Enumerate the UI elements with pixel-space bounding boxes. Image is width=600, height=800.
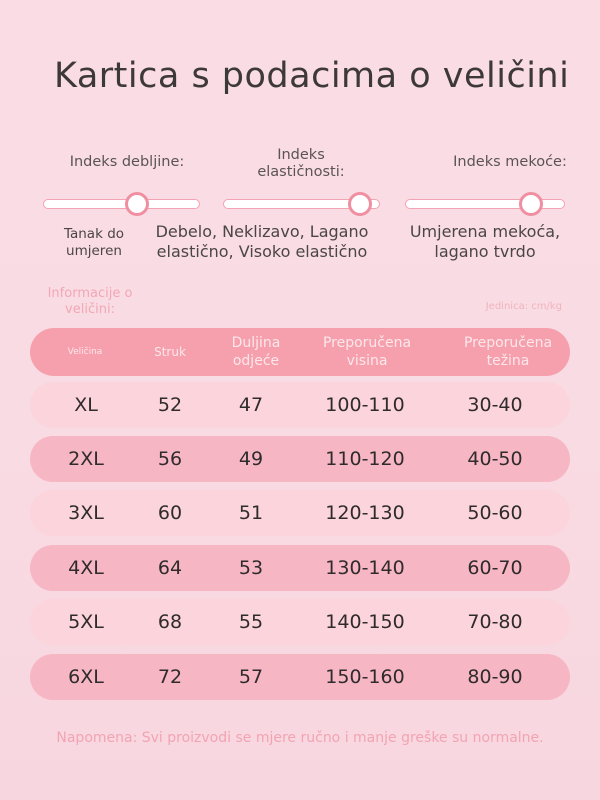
- cell-height: 150-160: [325, 666, 405, 688]
- cell-height: 120-130: [325, 502, 405, 524]
- cell-size: 3XL: [68, 502, 104, 524]
- cell-length: 51: [238, 502, 264, 524]
- elasticity-index-description: Debelo, Neklizavo, Lagano elastično, Visoko elastično: [155, 222, 369, 261]
- cell-length: 55: [238, 611, 264, 633]
- cell-size: 2XL: [68, 448, 104, 470]
- header-weight: Preporučena težina: [463, 335, 553, 369]
- table-row: [30, 599, 570, 645]
- header-length: Duljina odjeće: [231, 335, 281, 369]
- cell-waist: 56: [157, 448, 183, 470]
- cell-waist: 64: [157, 557, 183, 579]
- softness-index-knob: [519, 192, 543, 216]
- table-row: [30, 436, 570, 482]
- softness-index-label: Indeks mekoće:: [453, 154, 567, 170]
- header-waist: Struk: [154, 345, 186, 359]
- cell-height: 110-120: [325, 448, 405, 470]
- cell-waist: 72: [157, 666, 183, 688]
- cell-height: 130-140: [325, 557, 405, 579]
- cell-weight: 80-90: [467, 666, 523, 688]
- table-row: [30, 545, 570, 591]
- measurement-note: Napomena: Svi proizvodi se mjere ručno i manje greške su normalne.: [56, 730, 544, 746]
- unit-label: Jedinica: cm/kg: [485, 301, 562, 312]
- cell-size: XL: [74, 394, 98, 416]
- table-row: [30, 490, 570, 536]
- cell-weight: 70-80: [467, 611, 523, 633]
- thickness-index-knob: [125, 192, 149, 216]
- cell-height: 140-150: [325, 611, 405, 633]
- table-row: [30, 382, 570, 428]
- cell-waist: 60: [157, 502, 183, 524]
- cell-height: 100-110: [325, 394, 405, 416]
- cell-length: 57: [238, 666, 264, 688]
- cell-length: 49: [238, 448, 264, 470]
- softness-index-slider: [405, 199, 565, 209]
- table-row: [30, 654, 570, 700]
- elasticity-index-label: Indeks elastičnosti:: [257, 147, 345, 180]
- header-height: Preporučena visina: [322, 335, 412, 369]
- cell-weight: 60-70: [467, 557, 523, 579]
- cell-size: 6XL: [68, 666, 104, 688]
- thickness-index-slider: [43, 199, 200, 209]
- elasticity-index-knob: [348, 192, 372, 216]
- thickness-index-description: Tanak do umjeren: [63, 226, 125, 259]
- thickness-index-label: Indeks debljine:: [69, 154, 185, 170]
- cell-weight: 40-50: [467, 448, 523, 470]
- table-header-row: [30, 328, 570, 376]
- elasticity-index-slider: [223, 199, 380, 209]
- size-info-title: Informacije o veličini:: [47, 286, 133, 317]
- page-title: Kartica s podacima o veličini: [54, 56, 570, 96]
- cell-waist: 52: [157, 394, 183, 416]
- cell-size: 5XL: [68, 611, 104, 633]
- cell-size: 4XL: [68, 557, 104, 579]
- header-size: Veličina: [67, 347, 103, 357]
- cell-weight: 30-40: [467, 394, 523, 416]
- cell-weight: 50-60: [467, 502, 523, 524]
- cell-length: 53: [238, 557, 264, 579]
- softness-index-description: Umjerena mekoća, lagano tvrdo: [409, 222, 561, 261]
- cell-length: 47: [238, 394, 264, 416]
- cell-waist: 68: [157, 611, 183, 633]
